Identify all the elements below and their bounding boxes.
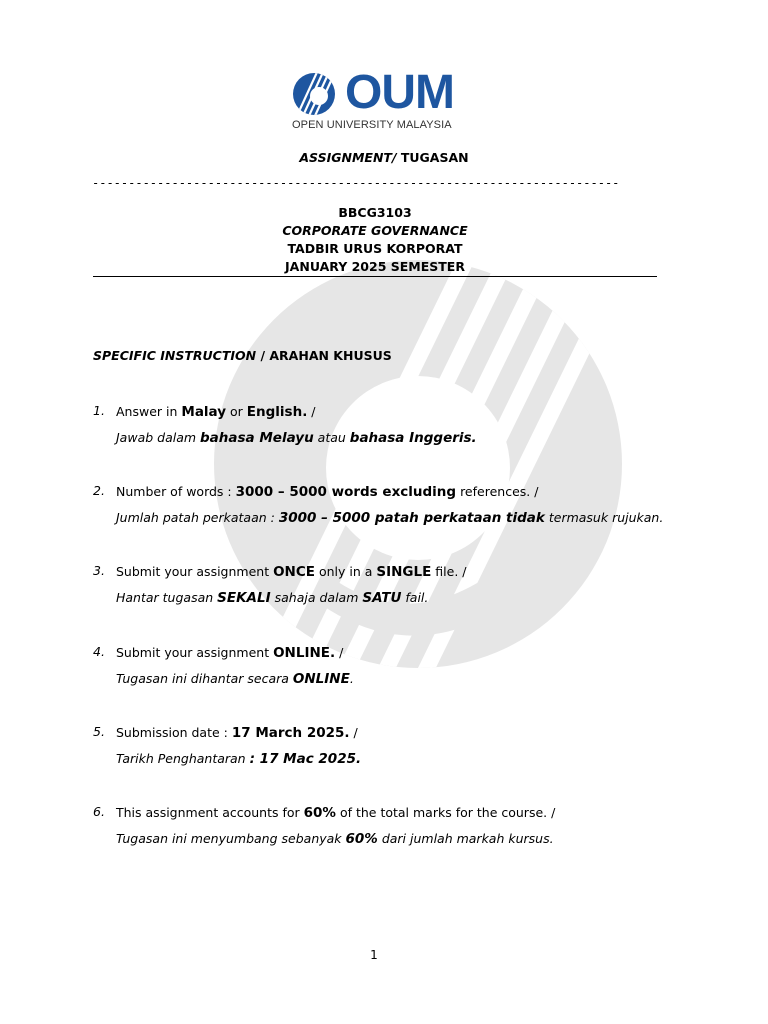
instruction-english: Submit your assignment ONLINE. /: [116, 645, 344, 661]
logo-subtitle: OPEN UNIVERSITY MALAYSIA: [292, 119, 452, 131]
instruction-english: Answer in Malay or English. /: [116, 404, 316, 420]
instruction-malay: Tugasan ini menyumbang sebanyak 60% dari jumlah markah kursus.: [116, 831, 554, 847]
oum-logo: [292, 66, 468, 134]
specific-instruction-heading: [93, 348, 392, 364]
assignment-title-english: ASSIGNMENT/: [299, 150, 397, 165]
specific-instruction-english: SPECIFIC INSTRUCTION: [93, 348, 257, 363]
instruction-malay: Jumlah patah perkataan : 3000 – 5000 patah perkataan tidak termasuk rujukan.: [116, 510, 664, 526]
instruction-number: 6.: [93, 804, 105, 819]
course-block: [0, 204, 750, 276]
instruction-number: 4.: [93, 644, 105, 659]
course-name-malay: TADBIR URUS KORPORAT: [287, 241, 463, 256]
instruction-number: 1.: [93, 403, 105, 418]
assignment-title-malay: TUGASAN: [396, 150, 469, 165]
logo-wordmark: OUM: [345, 66, 454, 119]
instruction-english: This assignment accounts for 60% of the total marks for the course. /: [116, 805, 556, 821]
instruction-malay: Jawab dalam bahasa Melayu atau bahasa Inggeris.: [116, 430, 477, 446]
course-name-english: CORPORATE GOVERNANCE: [282, 223, 468, 238]
course-code: BBCG3103: [338, 205, 412, 220]
oum-watermark-logo: [212, 258, 624, 670]
instruction-malay: Hantar tugasan SEKALI sahaja dalam SATU fail.: [116, 590, 429, 606]
page-number: 1: [370, 948, 378, 962]
dashed-separator: -------------------------------------------------------------------------: [92, 176, 620, 190]
instruction-number: 5.: [93, 724, 105, 739]
instruction-number: 2.: [93, 483, 105, 498]
instruction-malay: Tugasan ini dihantar secara ONLINE.: [116, 671, 354, 687]
instruction-english: Submit your assignment ONCE only in a SINGLE file. /: [116, 564, 467, 580]
horizontal-rule: [93, 276, 657, 277]
instruction-number: 3.: [93, 563, 105, 578]
assignment-title: [0, 150, 768, 166]
instruction-malay: Tarikh Penghantaran : 17 Mac 2025.: [116, 751, 362, 767]
oum-globe-icon: [292, 72, 342, 116]
course-semester: JANUARY 2025 SEMESTER: [285, 259, 465, 274]
instruction-english: Number of words : 3000 – 5000 words excluding references. /: [116, 484, 539, 500]
specific-instruction-malay: / ARAHAN KHUSUS: [256, 348, 392, 363]
instruction-english: Submission date : 17 March 2025. /: [116, 725, 358, 741]
